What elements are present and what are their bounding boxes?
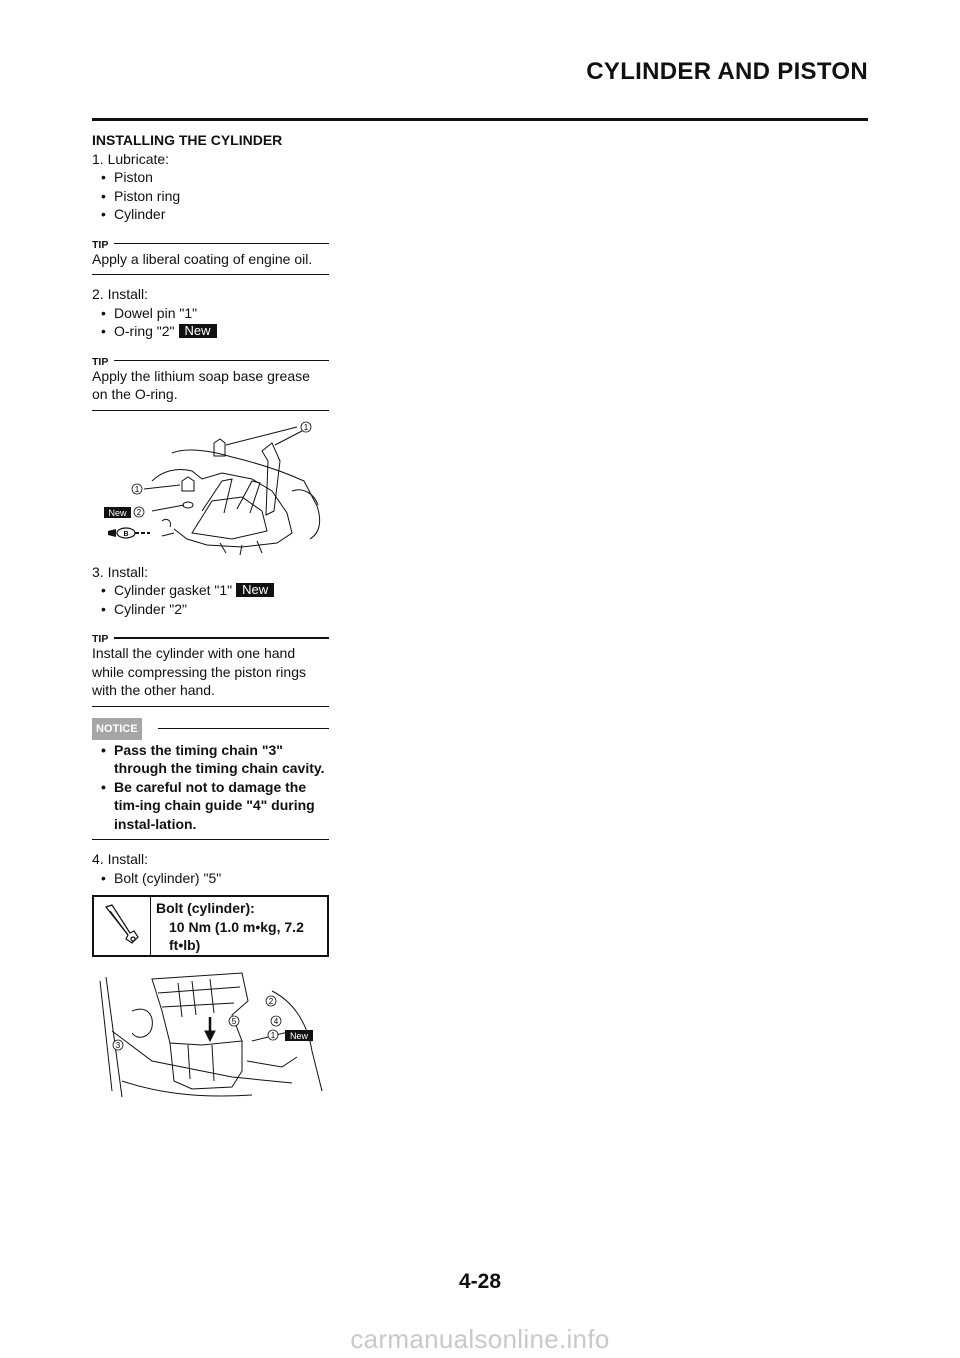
step-2 [92,285,329,341]
figure-callout: 1 [270,1031,276,1040]
step-3-item: • Cylinder "2" [92,600,329,619]
new-badge: New [236,583,274,597]
figure-cylinder-install [92,971,329,1101]
spec-name: Bolt (cylinder): [156,900,255,916]
spec-value: 10 Nm (1.0 m•kg, 7.2 ft•lb) [169,918,304,953]
step-1-item: • Cylinder [92,205,329,224]
step-4-item: • Bolt (cylinder) "5" [92,869,329,888]
figure-callout: 2 [268,997,274,1006]
step-1 [92,150,329,224]
section-title: INSTALLING THE CYLINDER [92,132,283,148]
step-1-item: • Piston ring [92,187,329,206]
tip-1-header [92,236,329,250]
page-number: 4-28 [458,1270,502,1293]
step-3-label: 3. Install: [92,563,149,580]
grease-mark: B [123,530,129,538]
spec-text [156,899,327,955]
tip-rule [114,637,329,639]
tip-3-header [92,630,329,644]
step-3 [92,563,329,619]
notice-item: • Pass the timing chain "3" through the timing chain cavity. [92,741,329,778]
figure-callout: 5 [231,1017,237,1026]
step-2-item [92,322,329,341]
step-2-label: 2. Install: [92,286,149,302]
step-1-item: • Piston [92,168,329,187]
notice-item: • Be careful not to damage the tim-ing chain guide "4" during instal-lation. [92,778,329,834]
new-badge: New [289,1031,309,1041]
page-title: CYLINDER AND PISTON [586,58,868,85]
tip-3-text: Install the cylinder with one hand while compressing the piston rings with the other hand. [92,644,329,707]
step-1-label: 1. Lubricate: [92,150,170,167]
tip-2-header [92,353,329,367]
figure-dowel-oring [92,421,329,561]
step-2-item: • Dowel pin "1" [92,304,329,323]
step-3-item [92,581,329,600]
content-column [92,131,329,1101]
figure-callout: 4 [273,1017,279,1026]
notice-label: NOTICE [92,718,142,741]
tip-label: TIP [92,633,109,645]
tip-1-text: Apply a liberal coating of engine oil. [92,250,329,276]
figure-callout: 3 [115,1041,121,1050]
figure-callout: 1 [303,422,309,432]
header-rule [92,118,868,121]
figure-callout: 2 [136,507,142,517]
tip-2-text: Apply the lithium soap base grease on the O-ring. [92,367,329,411]
step-3-item-text: Cylinder gasket "1" [114,582,233,598]
new-badge: New [108,507,127,518]
step-4-label: 4. Install: [92,851,149,867]
tip-label: TIP [92,355,109,368]
torque-wrench-icon [94,897,151,955]
tip-rule [114,360,329,362]
notice-rule [158,728,329,730]
watermark: carmanualsonline.info [350,1324,610,1354]
notice-body [92,741,329,841]
step-4 [92,850,329,887]
tip-label: TIP [92,238,109,251]
new-badge: New [179,324,217,338]
notice-header [92,717,329,737]
tip-rule [114,243,329,245]
torque-spec-box [92,895,329,957]
step-2-item-text: O-ring "2" [114,323,175,339]
grease-icon [108,528,150,538]
figure-callout: 1 [134,484,140,494]
